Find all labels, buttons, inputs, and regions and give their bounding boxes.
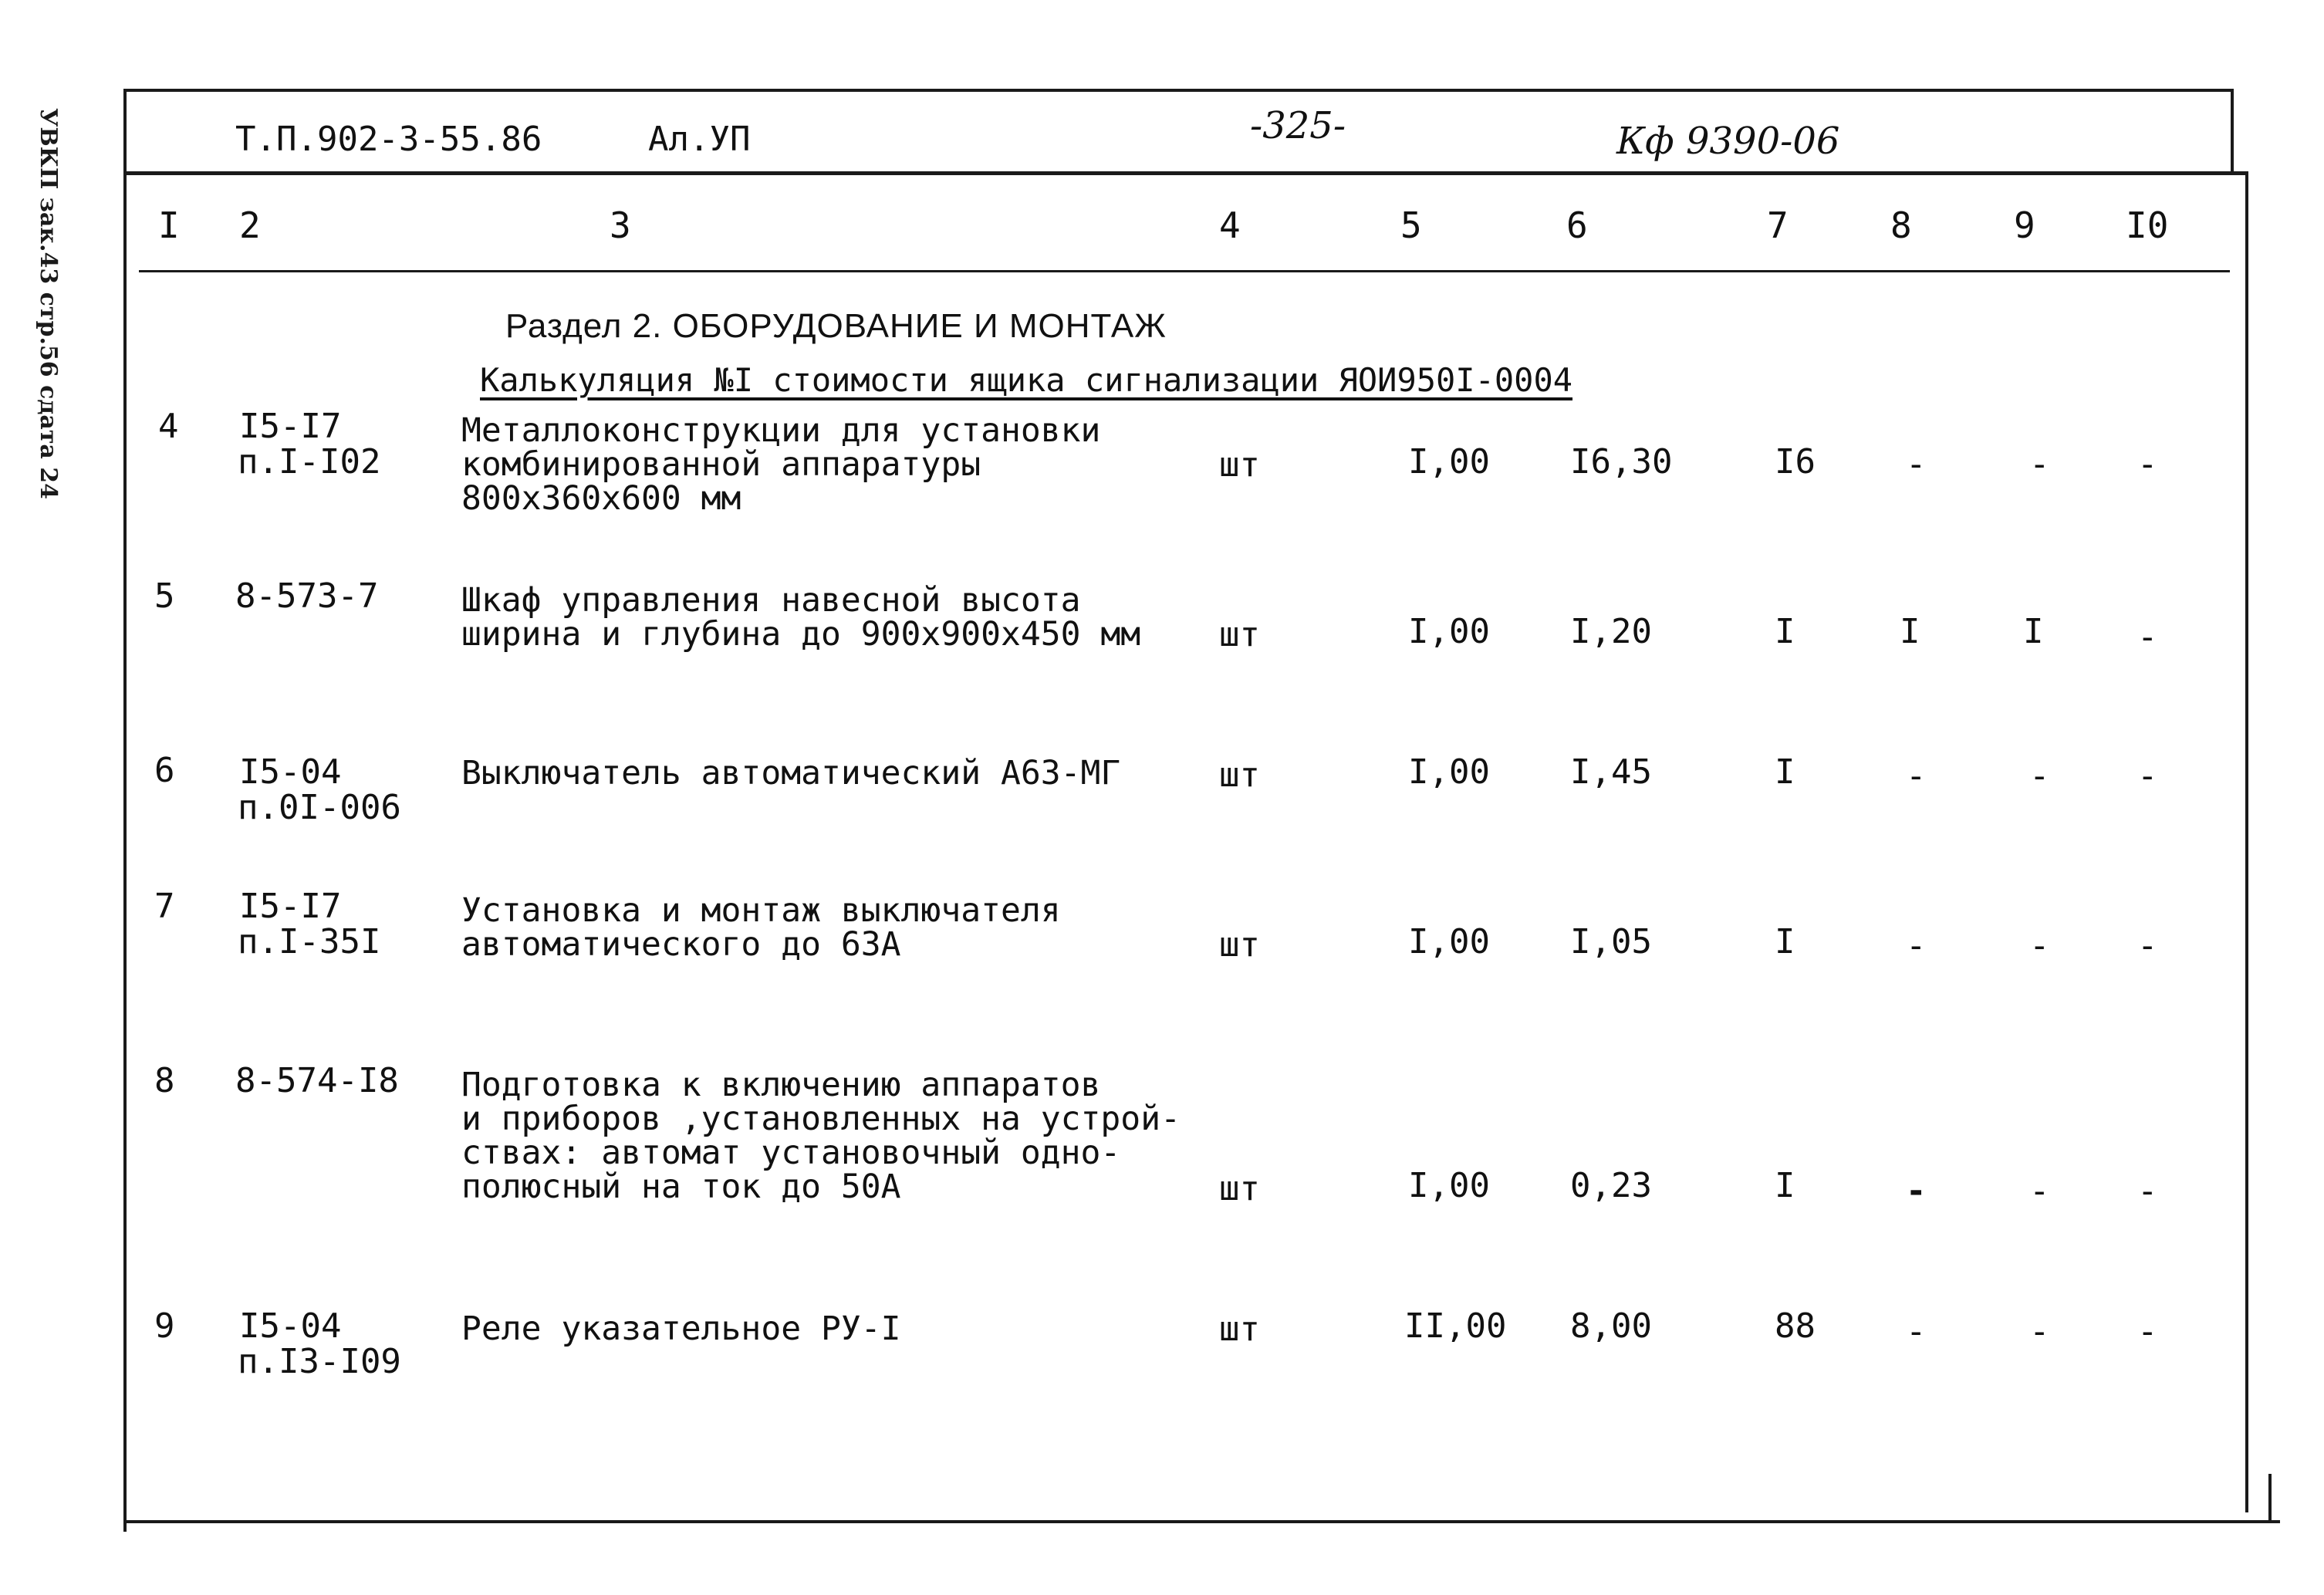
row-code: п.I-I02 <box>238 442 381 482</box>
col-2: 2 <box>239 204 261 246</box>
row-col8: - <box>1906 444 1927 484</box>
row-number: 7 <box>154 887 175 926</box>
row-col10: - <box>2137 617 2158 657</box>
row-col9: I <box>2023 612 2044 651</box>
frame-left <box>123 89 127 1532</box>
col-4: 4 <box>1219 204 1241 246</box>
row-number: 4 <box>158 407 179 446</box>
row-col7: I <box>1775 922 1795 961</box>
row-code: 8-574-I8 <box>235 1061 399 1100</box>
calculation-title: Калькуляция №I стоимости ящика сигнализации ЯОИ950I-0004 <box>480 361 1573 399</box>
section-title: Раздел 2. ОБОРУДОВАНИЕ И МОНТАЖ <box>505 307 1167 345</box>
row-col7: I <box>1775 612 1795 651</box>
col-9: 9 <box>2014 204 2035 246</box>
row-col7: I <box>1775 752 1795 792</box>
col-3: 3 <box>610 204 631 246</box>
row-price: 8,00 <box>1570 1306 1652 1346</box>
row-col10: - <box>2137 1171 2158 1211</box>
row-qty: I,00 <box>1408 612 1490 651</box>
frame-top <box>123 89 2234 92</box>
row-col9: - <box>2029 1312 2050 1351</box>
row-col7: I <box>1775 1166 1795 1205</box>
doc-code: Кф 9390-06 <box>1616 120 1840 163</box>
row-code: I5-04 <box>239 1306 342 1346</box>
row-col9: - <box>2029 756 2050 796</box>
row-description: Шкаф управления навесной высота <box>461 581 1081 620</box>
row-description: ширина и глубина до 900х900х450 мм <box>461 615 1141 654</box>
row-unit: шт <box>1219 755 1260 795</box>
frame-right <box>2231 89 2234 174</box>
row-col8: - <box>1906 1312 1927 1351</box>
row-qty: I,00 <box>1408 922 1490 961</box>
row-price: 0,23 <box>1570 1166 1652 1205</box>
row-col7: I6 <box>1775 442 1816 482</box>
row-code: п.I3-I09 <box>238 1342 401 1381</box>
row-description: Подготовка к включению аппаратов <box>461 1066 1101 1104</box>
col-10: I0 <box>2126 204 2169 246</box>
row-col8: - <box>1906 756 1927 796</box>
row-code: I5-I7 <box>239 887 342 926</box>
page-number: -325- <box>1250 104 1346 147</box>
row-price: I,05 <box>1570 922 1652 961</box>
row-code: п.0I-006 <box>238 788 401 827</box>
margin-stamp: УВКП зак.43 стр.56 сдата 24 <box>35 108 62 500</box>
row-number: 5 <box>154 576 175 616</box>
row-number: 8 <box>154 1061 175 1100</box>
row-number: 6 <box>154 751 175 790</box>
row-price: I,20 <box>1570 612 1652 651</box>
col-6: 6 <box>1566 204 1588 246</box>
row-col8: - <box>1906 1171 1927 1211</box>
row-description: автоматического до 63А <box>461 925 901 964</box>
row-description: Металлоконструкции для установки <box>461 411 1101 450</box>
col-8: 8 <box>1890 204 1912 246</box>
row-description: 800х360х600 мм <box>461 479 741 518</box>
row-qty: I,00 <box>1408 1166 1490 1205</box>
row-description: полюсный на ток до 50А <box>461 1168 901 1206</box>
row-qty: I,00 <box>1408 442 1490 482</box>
row-description: ствах: автомат установочный одно- <box>461 1134 1121 1172</box>
col-7: 7 <box>1767 204 1789 246</box>
row-unit: шт <box>1219 445 1260 485</box>
row-code: п.I-35I <box>238 922 381 961</box>
col-5: 5 <box>1400 204 1422 246</box>
row-qty: I,00 <box>1408 752 1490 792</box>
row-col8: - <box>1906 926 1927 965</box>
header-divider <box>123 171 2248 175</box>
row-description: Установка и монтаж выключателя <box>461 891 1061 930</box>
row-code: I5-04 <box>239 752 342 792</box>
row-col8: I <box>1900 612 1920 651</box>
row-price: I,45 <box>1570 752 1652 792</box>
frame-bottom <box>123 1520 2280 1523</box>
project-number: Т.П.902-3-55.86 <box>235 120 542 159</box>
row-col10: - <box>2137 756 2158 796</box>
row-col9: - <box>2029 1171 2050 1211</box>
row-unit: шт <box>1219 1169 1260 1208</box>
row-description: Выключатель автоматический А63-МГ <box>461 754 1121 792</box>
colnum-divider <box>139 270 2230 272</box>
row-unit: шт <box>1219 925 1260 965</box>
row-col10: - <box>2137 1312 2158 1351</box>
row-unit: шт <box>1219 615 1260 654</box>
row-number: 9 <box>154 1306 175 1346</box>
row-code: I5-I7 <box>239 407 342 446</box>
row-price: I6,30 <box>1570 442 1673 482</box>
row-description: и приборов ,установленных на устрой- <box>461 1100 1181 1138</box>
frame-bottom-right <box>2268 1474 2272 1522</box>
row-col9: - <box>2029 926 2050 965</box>
frame-right-lower <box>2245 174 2248 1512</box>
row-description: комбинированной аппаратуры <box>461 445 981 484</box>
album-label: Ал.УП <box>648 120 751 159</box>
row-col7: 88 <box>1775 1306 1816 1346</box>
row-code: 8-573-7 <box>235 576 379 616</box>
row-col9: - <box>2029 444 2050 484</box>
row-col10: - <box>2137 926 2158 965</box>
col-1: I <box>158 204 180 246</box>
row-unit: шт <box>1219 1309 1260 1349</box>
row-col10: - <box>2137 444 2158 484</box>
row-description: Реле указательное РУ-I <box>461 1309 901 1348</box>
row-qty: II,00 <box>1404 1306 1507 1346</box>
